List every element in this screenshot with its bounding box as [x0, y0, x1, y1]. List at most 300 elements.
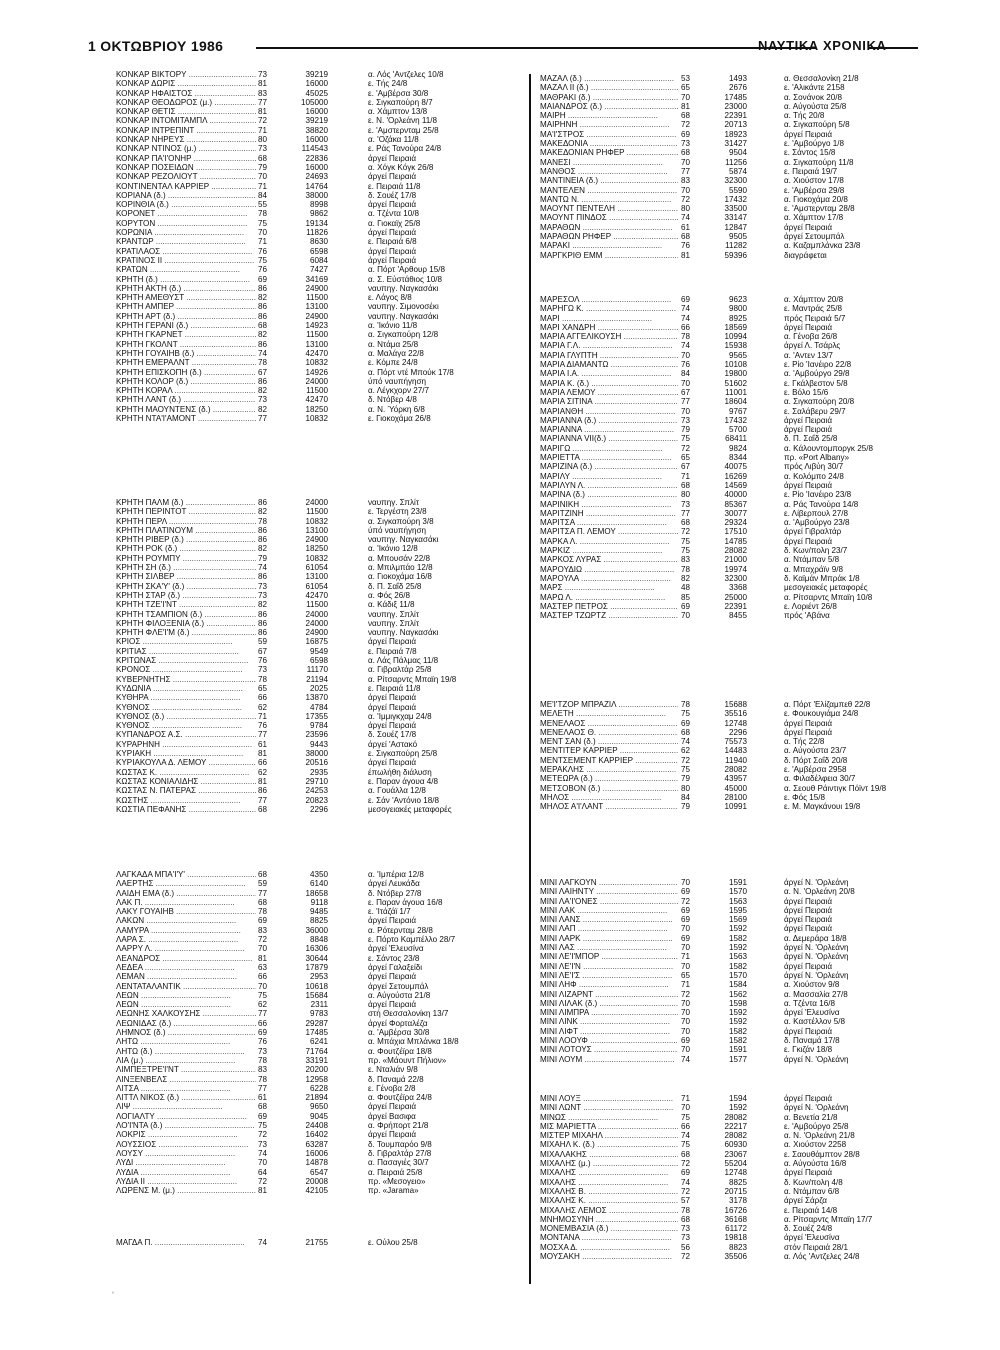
build-year: 70	[258, 228, 268, 238]
build-year: 77	[681, 166, 691, 176]
tonnage: 60930	[724, 1140, 747, 1150]
ship-name: ΜΑΡΙΝΑ (δ.) .....	[540, 490, 678, 499]
build-year: 66	[258, 758, 268, 768]
build-year: 78	[258, 1074, 268, 1084]
build-year: 72	[681, 443, 691, 453]
tonnage: 9485	[309, 907, 328, 917]
position-status: άργεί Πειραιά	[368, 693, 416, 703]
ship-name: ΚΡΗΤΗ (δ.) .....	[116, 275, 256, 284]
tonnage: 1592	[728, 1017, 747, 1027]
ship-name: ΜΑΡΑΘΩΝ ΡΗΦΕΡ .....	[540, 232, 678, 241]
build-year: 86	[258, 376, 268, 386]
tonnage: 6547	[309, 1167, 328, 1177]
ship-name: ΜΑΡΑΚΙ .....	[540, 241, 678, 250]
position-status: α. Γιβραλτάρ 25/8	[368, 665, 432, 675]
ship-name: ΜΙΝΙ ΛΕ'Ι'ΜΠΟΡ .....	[540, 952, 678, 961]
position-status: άργεί Πειραιά	[784, 915, 832, 925]
build-year: 81	[258, 749, 268, 759]
build-year: 73	[258, 144, 268, 154]
position-status: α. Πειραιά 25/8	[368, 1167, 423, 1177]
tonnage: 11170	[306, 665, 328, 675]
tonnage: 1577	[728, 1054, 747, 1064]
ship-name: ΜΑΟΥΝΤ ΠΕΝΤΕΛΗ .....	[540, 204, 678, 213]
position-status: άργεί Ν. 'Ορλεάνη	[784, 1054, 849, 1064]
ship-name: ΜΑΡΓΚΡΙΘ ΕΜΜ .....	[540, 251, 678, 260]
build-year: 82	[258, 386, 268, 396]
ship-name: ΚΡΟΝΟΣ .....	[116, 665, 256, 674]
build-year: 71	[681, 471, 691, 481]
ship-name: ΚΡΙΤΩΝΑΣ .....	[116, 656, 256, 665]
tonnage: 25000	[724, 592, 747, 602]
position-status: ε. Ούλου 25/8	[368, 1238, 418, 1247]
build-year: 77	[681, 508, 691, 518]
position-status: άργεί Πειραιά	[368, 972, 416, 982]
position-status: ε. Μ. Μαγκάνουι 19/8	[784, 802, 861, 812]
tonnage: 14878	[305, 1158, 328, 1168]
tonnage: 17432	[724, 194, 747, 204]
tonnage: 24000	[305, 498, 328, 507]
ship-name: ΜΕ'Ι'ΤΖΟΡ ΜΠΡΑΖΙΛ .....	[540, 700, 678, 709]
position-status: ναυπηγ. Σιμονοσέκι	[368, 302, 439, 312]
tonnage: 1562	[728, 989, 747, 999]
ship-name: ΜΑΝΘΟΣ .....	[540, 167, 678, 176]
ship-name: ΜΑΡΩ Λ. .....	[540, 593, 678, 602]
build-year: 75	[258, 218, 268, 228]
tonnage: 6598	[309, 656, 328, 666]
position-status: ε. Σιγκαπούρη 8/7	[368, 97, 433, 107]
ship-name: ΚΡΗΤΗ ΑΜΠΕΡ .....	[116, 302, 256, 311]
build-year: 74	[681, 737, 691, 747]
tonnage: 18923	[724, 129, 747, 139]
position-status: ε. Πόρτο Καμπέλλο 28/7	[368, 935, 456, 945]
ship-name: ΚΥΘΝΟΣ .....	[116, 703, 256, 712]
tonnage: 10994	[724, 332, 747, 342]
build-year: 82	[681, 573, 691, 583]
tonnage: 12847	[724, 222, 747, 232]
tonnage: 38820	[305, 125, 328, 135]
position-status: α. Μπιλμπάο 12/8	[368, 563, 433, 573]
ship-name: ΚΥΘΝΟΣ (δ.) .....	[116, 712, 256, 721]
build-year: 70	[258, 944, 268, 954]
position-status: ύπό ναυπήγηση	[368, 376, 427, 386]
position-status: άργεί Πειραιά	[784, 129, 832, 139]
ship-name: ΜΕΝΤΙΤΕΡ ΚΑΡΡΙΕΡ .....	[540, 746, 678, 755]
position-status: α. Αύγούστα 23/7	[784, 746, 847, 756]
build-year: 86	[258, 302, 268, 312]
build-year: 76	[258, 656, 268, 666]
tonnage: 59396	[724, 250, 747, 260]
position-status: α. Αύγούστα 21/8	[368, 990, 431, 1000]
ship-name: ΜΑΚΕΔΟΝΙΑΝ ΡΗΦΕΡ .....	[540, 148, 678, 157]
tonnage: 2296	[728, 727, 747, 737]
ship-name: ΚΡΗΤΗ ΦΛΕ'Ι'Μ (δ.) .....	[116, 628, 256, 637]
position-status: α. Χιούστον 9/8	[784, 980, 840, 990]
ship-name: ΛΙΤΣΑ .....	[116, 1084, 256, 1093]
ship-name: ΛΑΜΥΡΑ .....	[116, 926, 256, 935]
tonnage: 39219	[305, 70, 328, 79]
build-year: 72	[681, 1186, 691, 1196]
position-status: άργεί Πειραιά	[784, 322, 832, 332]
ship-name: ΜΑΝΤΙΝΕΙΑ (δ.) .....	[540, 176, 678, 185]
ship-name: ΜΑΡΙ .....	[540, 314, 678, 323]
ship-name: ΜΙΝΙ ΛΑΝΣ .....	[540, 915, 678, 924]
tonnage: 15938	[724, 341, 747, 351]
tonnage: 11500	[306, 330, 328, 340]
build-year: 77	[258, 97, 268, 107]
build-year: 84	[681, 369, 691, 379]
position-status: ε. Φουκουγιάμα 24/8	[784, 709, 859, 719]
ship-name: ΛΥΔΙΑ ΙΙ .....	[116, 1177, 256, 1186]
position-status: δ. Κων/πολη 4/8	[784, 1177, 843, 1187]
build-year: 78	[681, 332, 691, 342]
build-year: 66	[258, 693, 268, 703]
build-year: 62	[681, 746, 691, 756]
position-status: άργεί Πειραιά	[784, 1094, 832, 1103]
ship-name: ΚΡΗΤΗ ΠΕΡΛ .....	[116, 517, 256, 526]
build-year: 74	[681, 213, 691, 223]
ship-name: ΛΟΥΣΥ .....	[116, 1149, 256, 1158]
ship-name: ΜΑΡΙΛΥ .....	[540, 472, 678, 481]
build-year: 69	[681, 1168, 691, 1178]
build-year: 70	[681, 1026, 691, 1036]
ship-name: ΛΑΙΔΗ ΕΜΑ (δ.) .....	[116, 889, 256, 898]
tonnage: 18569	[724, 322, 747, 332]
tonnage: 10832	[305, 358, 328, 368]
position-status: ε. Τεργέστη 23/8	[368, 507, 427, 517]
build-year: 79	[681, 425, 691, 435]
build-year: 72	[681, 194, 691, 204]
position-status: πρός Λιβύη 30/7	[784, 462, 844, 472]
position-status: α. Σιγκαπούρη 20/8	[784, 397, 855, 407]
tonnage: 13870	[305, 693, 328, 703]
tonnage: 1592	[728, 1008, 747, 1018]
build-year: 62	[258, 702, 268, 712]
ship-name: ΜΙΧΑΛΗΣ Κ. .....	[540, 1196, 678, 1205]
ship-name: ΚΟΡΟΝΕΤ .....	[116, 209, 256, 218]
position-status: πρ. «Μάουντ Πήλιον»	[368, 1055, 447, 1065]
magazine-title: ΝΑΥΤΙΚΑ ΧΡΟΝΙΚΑ	[758, 38, 887, 53]
position-status: ε. Σάντος 15/8	[784, 148, 836, 158]
position-status: α. Λάς Πάλμας 11/8	[368, 656, 439, 666]
tonnage: 21755	[305, 1238, 328, 1247]
ship-name: ΚΟΝΚΑΡ ΡΕΖΟΛΙΟΥΤ .....	[116, 172, 256, 181]
position-status: α. Γιοκαϊχ 25/8	[368, 218, 421, 228]
build-year: 70	[681, 943, 691, 953]
build-year: 80	[681, 783, 691, 793]
ship-name: ΜΙΧΑΛΑΚΗΣ .....	[540, 1150, 678, 1159]
ship-name: ΜΑΡΙΛΥΝ Λ. .....	[540, 481, 678, 490]
ship-name: ΚΡΗΤΗ ΚΟΛΟΡ (δ.) .....	[116, 377, 256, 386]
position-status: ναυπηγ. Σπλίτ	[368, 618, 420, 628]
position-status: α. Μπουσάν 22/8	[368, 553, 431, 563]
ship-name: ΜΑ'Ι'ΣΤΡΟΣ .....	[540, 130, 678, 139]
ship-name: ΛΕΩΝΗΣ ΧΑΛΚΟΥΣΗΣ .....	[116, 1009, 256, 1018]
position-status: άργεί Πειραιά	[784, 727, 832, 737]
build-year: 70	[681, 350, 691, 360]
tonnage: 24000	[305, 609, 328, 619]
build-year: 72	[681, 896, 691, 906]
build-year: 83	[681, 555, 691, 565]
position-status: άργεί 'Αστακό	[368, 739, 418, 749]
position-status: α. Χιούστον 17/8	[784, 176, 844, 186]
position-status: α. Πόρτ 'Αρθουρ 15/8	[368, 265, 446, 275]
tonnage: 6084	[309, 255, 328, 265]
header-rule-left	[256, 47, 816, 49]
ship-name: ΜΑΝΕΣΙ .....	[540, 158, 678, 167]
ship-name: ΜΑΡΙΑ ΑΓΓΕΛΙΚΟΥΣΗ .....	[540, 332, 678, 341]
tonnage: 23000	[724, 101, 747, 111]
ship-name: ΜΙΝΙ ΛΩΝΤ .....	[540, 1103, 678, 1112]
build-year: 68	[681, 111, 691, 121]
ship-name: ΜΑΡΙΤΖΙΝΗ .....	[540, 509, 678, 518]
ship-name: ΚΡΗΤΗ ΓΕΡΑΝΙ (δ.) .....	[116, 321, 256, 330]
ship-name: ΛΑΚΥ ΓΟΥΑΙΗΒ .....	[116, 907, 256, 916]
build-year: 73	[258, 1139, 268, 1149]
ship-name: ΛΕΔΕΑ .....	[116, 963, 256, 972]
position-status: δ. Γιβραλτάρ 27/8	[368, 1148, 432, 1158]
build-year: 77	[258, 888, 268, 898]
position-status: α. Φρήπορτ 21/8	[368, 1121, 429, 1131]
ship-name: ΜΑΙΡΗ .....	[540, 111, 678, 120]
position-status: άργεί Γιβραλτάρ	[784, 527, 842, 537]
ship-name: ΜΑΖΑΛ ΙΙ (δ.) .....	[540, 83, 678, 92]
ship-name: ΜΑΡΕΣΟΛ .....	[540, 295, 678, 304]
tonnage: 8630	[309, 237, 328, 247]
tonnage: 11500	[306, 600, 328, 610]
position-status: άργεί Πειραιά	[368, 1000, 416, 1010]
build-year: 76	[258, 246, 268, 256]
build-year: 73	[681, 139, 691, 149]
tonnage: 28082	[724, 765, 747, 775]
position-status: α. Σιγκαπούρη 12/8	[368, 330, 439, 340]
position-status: ε. Γκάλβεστον 5/8	[784, 378, 848, 388]
tonnage: 10991	[724, 802, 747, 812]
tonnage: 9565	[728, 350, 747, 360]
tonnage: 2296	[309, 804, 328, 814]
position-status: δ. Κων/πολη 23/7	[784, 546, 848, 556]
build-year: 82	[258, 544, 268, 554]
tonnage: 11001	[725, 387, 747, 397]
build-year: 78	[681, 700, 691, 709]
position-status: α. Τής 20/8	[784, 111, 825, 121]
build-year: 67	[258, 367, 268, 377]
tonnage: 1570	[728, 887, 747, 897]
build-year: 70	[258, 981, 268, 991]
position-status: άργεί Ν. 'Ορλεάνη	[784, 952, 849, 962]
ship-name: ΜΕΛΕΤΗ .....	[540, 709, 678, 718]
tonnage: 9118	[310, 897, 328, 907]
position-status: ε. Σαλάβερυ 29/7	[784, 406, 846, 416]
ship-name: ΜΑΙΑΝΔΡΟΣ (δ.) .....	[540, 102, 678, 111]
tonnage: 22391	[724, 601, 747, 611]
build-year: 78	[258, 907, 268, 917]
build-year: 86	[258, 535, 268, 545]
build-year: 70	[681, 961, 691, 971]
ship-name: ΜΑΡΙΑ ΔΙΑΜΑΝΤΩ .....	[540, 360, 678, 369]
position-status: ε. Σάν 'Αντόνιο 18/8	[368, 795, 439, 805]
build-year: 77	[258, 1009, 268, 1019]
build-year: 72	[258, 116, 268, 126]
build-year: 77	[258, 730, 268, 740]
ship-name: ΚΟΝΚΑΡ ΘΕΤΙΣ .....	[116, 107, 256, 116]
ship-name: ΚΟΝΚΑΡ ΒΙΚΤΟΡΥ .....	[116, 70, 256, 79]
ship-name: ΚΟΝΚΑΡ ΠΑ'Ι'ΟΝΗΡ .....	[116, 154, 256, 163]
position-status: ε. Φός 15/8	[784, 792, 825, 802]
build-year: 86	[258, 283, 268, 293]
tonnage: 24900	[305, 628, 328, 638]
build-year: 76	[681, 360, 691, 370]
build-year: 74	[681, 1177, 691, 1187]
tonnage: 18250	[305, 544, 328, 554]
build-year: 72	[258, 1176, 268, 1186]
position-status: α. Σιγκαπούρη 3/8	[368, 516, 434, 526]
position-status: α. Μπαχράϊν 9/8	[784, 564, 843, 574]
ship-name: ΚΡΑΤΙΛΑΟΣ .....	[116, 247, 256, 256]
position-status: α. Ντάμπαν 5/8	[784, 555, 840, 565]
build-year: 73	[258, 590, 268, 600]
tonnage: 9623	[728, 295, 747, 304]
ship-name: ΚΡΗΤΗ ΓΚΑΡΝΕΤ .....	[116, 330, 256, 339]
position-status: άργεί Ν. 'Ορλεάνη	[784, 943, 849, 953]
ship-name: ΚΟΡΩΝΙΑ .....	[116, 228, 256, 237]
ship-name: ΜΑΡΙΑΝΝΑ .....	[540, 425, 678, 434]
position-status: άργεί Πειραιά	[784, 480, 832, 490]
ship-name: ΚΟΡΥΤΟΝ .....	[116, 219, 256, 228]
position-status: ε. 'Ιτάζάϊ 1/7	[368, 907, 411, 917]
position-status: δ. Σουέζ 24/8	[784, 1224, 833, 1234]
tonnage: 40000	[724, 490, 747, 500]
ship-name: ΚΡΗΤΗ ΑΡΤ (δ.) .....	[116, 312, 256, 321]
position-status: ναυπηγ. Ναγκασάκι	[368, 628, 439, 638]
position-status: ε. 'Αμβέρσα 2958	[784, 765, 847, 775]
position-status: άργεί Πειραιά	[368, 1102, 416, 1112]
build-year: 78	[258, 516, 268, 526]
tonnage: 5590	[728, 185, 747, 195]
build-year: 73	[258, 581, 268, 591]
ship-name: ΜΑΡΙΓΩ .....	[540, 444, 678, 453]
tonnage: 6241	[309, 1037, 328, 1047]
build-year: 75	[681, 765, 691, 775]
position-status: άργεί Σετουμπάλ	[368, 981, 429, 991]
position-status: α. Πόρτ 'Ελίζαμπεθ 22/8	[784, 700, 871, 709]
tonnage: 2676	[728, 83, 747, 93]
build-year: 81	[258, 953, 268, 963]
position-status: α. Σιγκαπούρη 5/8	[784, 120, 850, 130]
position-status: α. Λός 'Αντζελες 24/8	[784, 1252, 860, 1262]
position-status: α. Τζέντα 16/8	[784, 998, 835, 1008]
tonnage: 17432	[724, 415, 747, 425]
tonnage: 33147	[724, 213, 747, 223]
build-year: 70	[681, 1103, 691, 1113]
ship-name: ΛΑΕΡΤΗΣ .....	[116, 879, 256, 888]
build-year: 85	[681, 592, 691, 602]
build-year: 81	[681, 101, 691, 111]
position-status: ε. Μαντράς 25/8	[784, 304, 842, 314]
build-year: 78	[258, 358, 268, 368]
ship-name: ΜΙΝΙ ΛΑ'Ι'ΟΝΕΣ .....	[540, 897, 678, 906]
ship-name: ΚΡΗΤΗ ΣΚΑ'Υ' (δ.) .....	[116, 582, 256, 591]
ship-name: ΚΡΗΤΗ ΡΟΥΜΠΥ .....	[116, 554, 256, 563]
tonnage: 1594	[728, 1094, 747, 1103]
build-year: 72	[681, 989, 691, 999]
position-status: α. Ρίτσαρντς Μπαϊη 17/7	[784, 1214, 873, 1224]
ship-name: ΚΡΗΤΗ ΣΤΑΡ (δ.) .....	[116, 591, 256, 600]
ship-name: ΛΙΜΠΕΞΤΡΕ'Ι'ΝΤ .....	[116, 1065, 256, 1074]
tonnage: 19800	[724, 369, 747, 379]
tonnage: 6140	[309, 879, 328, 889]
tonnage: 9045	[309, 1111, 328, 1121]
ship-name: ΜΕΡΑΚΛΗΣ .....	[540, 765, 678, 774]
tonnage: 9443	[309, 739, 328, 749]
position-status: α. Ρότερνταμ 28/8	[368, 925, 433, 935]
position-status: α. Τής 22/8	[784, 737, 825, 747]
build-year: 86	[258, 786, 268, 796]
tonnage: 11826	[306, 228, 328, 238]
position-status: ε. Ράς Τανούρα 24/8	[368, 144, 442, 154]
tonnage: 24900	[305, 283, 328, 293]
build-year: 69	[681, 1036, 691, 1046]
build-year: 79	[258, 162, 268, 172]
position-status: ε. 'Αμβούργο 25/8	[784, 1121, 849, 1131]
ship-name: ΜΗΛΟΣ Α'Ι'ΛΑΝΤ .....	[540, 802, 678, 811]
ship-name: ΜΑΘΡΑΚΙ (δ.) .....	[540, 93, 678, 102]
position-status: α. Ρίτσαρντς Μπαϊη 10/8	[784, 592, 873, 602]
build-year: 70	[681, 1045, 691, 1055]
build-year: 73	[258, 665, 268, 675]
tonnage: 16000	[305, 162, 328, 172]
ship-name: ΚΡΑΝΤΩΡ .....	[116, 237, 256, 246]
build-year: 69	[681, 601, 691, 611]
position-status: α. Καζαμπλάνκα 23/8	[784, 241, 861, 251]
tonnage: 38000	[305, 190, 328, 200]
build-year: 86	[258, 311, 268, 321]
tonnage: 9862	[309, 209, 328, 219]
ship-name: ΜΑΡΙΑ ΛΕΜΟΥ .....	[540, 388, 678, 397]
tonnage: 4350	[309, 870, 328, 879]
ship-name: ΜΑΙΡΗΝΗ .....	[540, 120, 678, 129]
tonnage: 6228	[309, 1083, 328, 1093]
position-status: ε. Γιοκοχάμα 26/8	[368, 413, 431, 423]
position-status: α. Λέγκχορν 27/7	[368, 386, 430, 396]
position-status: ναυπηγ. Σπλίτ	[368, 609, 420, 619]
tonnage: 22836	[305, 153, 328, 163]
build-year: 86	[258, 525, 268, 535]
build-year: 74	[258, 1148, 268, 1158]
position-status: ε. Ρίο 'Ιανέιρο 22/8	[784, 360, 852, 370]
build-year: 69	[258, 1028, 268, 1038]
build-year: 72	[681, 527, 691, 537]
build-year: 75	[681, 546, 691, 556]
build-year: 69	[681, 905, 691, 915]
build-year: 69	[681, 129, 691, 139]
ship-name: ΜΑΡΙΑ Γ.Λ. .....	[540, 341, 678, 350]
ship-name: ΜΑΡΚΟΣ ΛΥΡΑΣ .....	[540, 555, 678, 564]
ship-name: ΜΑΡΙΤΣΑ Π. ΛΕΜΟΥ .....	[540, 527, 678, 536]
position-status: άργεί Πειραιά	[784, 718, 832, 728]
build-year: 70	[681, 1008, 691, 1018]
position-status: άργεί Πειραιά	[784, 1026, 832, 1036]
page-mark: ‘	[112, 1290, 114, 1300]
build-year: 76	[258, 265, 268, 275]
ship-name: ΛΑΚ Π. .....	[116, 898, 256, 907]
position-status: δ. Παναμά 22/8	[368, 1074, 424, 1084]
build-year: 80	[681, 490, 691, 500]
position-status: α. Χάμπτον 13/8	[368, 107, 428, 117]
position-status: α. Κάλουντομποργκ 25/8	[784, 443, 873, 453]
position-status: άργεί Πειραιά	[784, 896, 832, 906]
tonnage: 24408	[305, 1121, 328, 1131]
tonnage: 19974	[724, 564, 747, 574]
